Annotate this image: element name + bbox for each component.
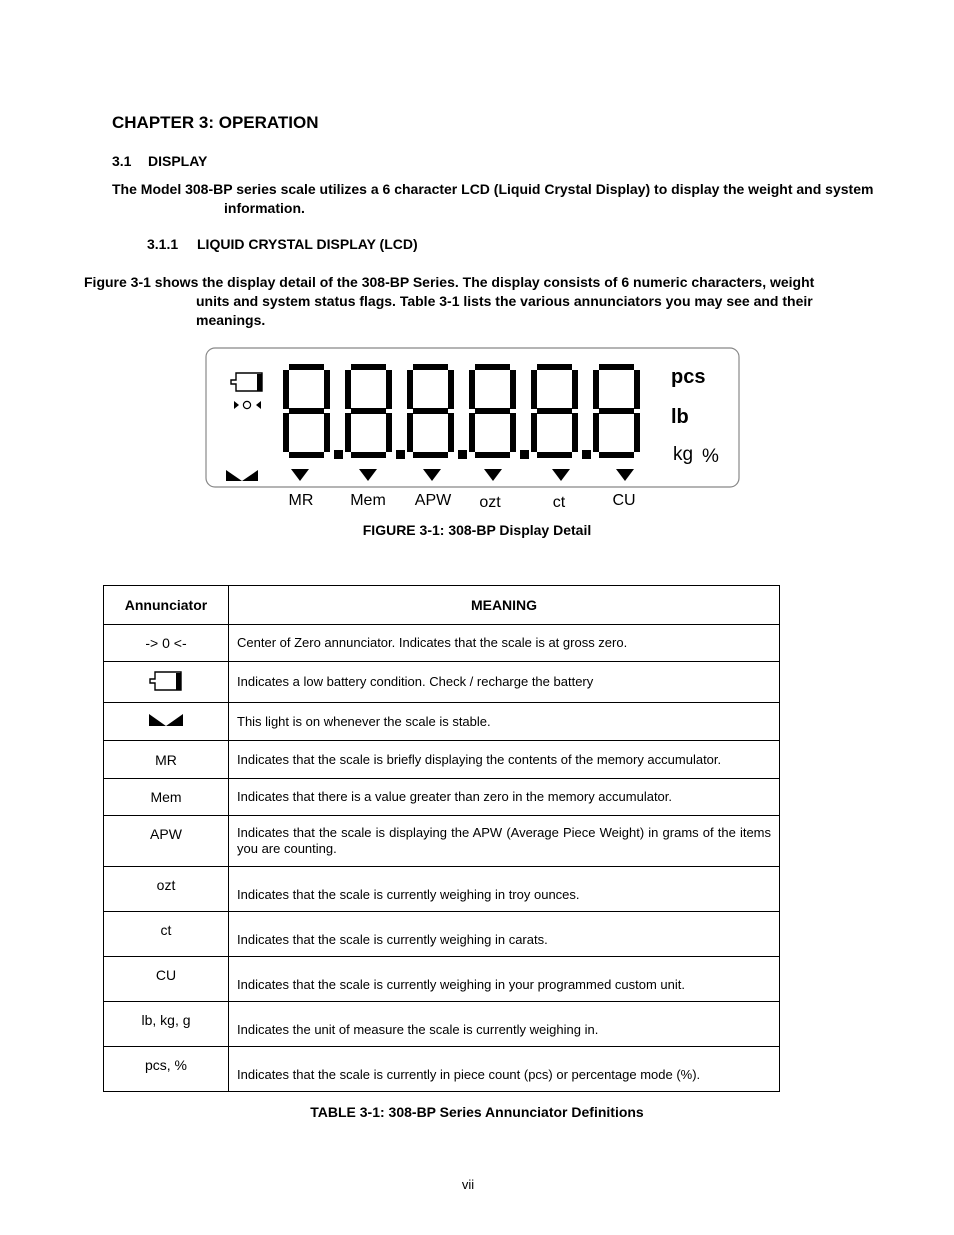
segment-g [537, 408, 572, 414]
header-meaning: MEANING [229, 586, 780, 625]
segment-g [351, 408, 386, 414]
indicator-arrow [552, 469, 570, 481]
segment-b [448, 370, 454, 409]
table-row [104, 1002, 780, 1047]
annunciator-table [103, 585, 780, 1092]
segment-b [386, 370, 392, 409]
subsection-title: LIQUID CRYSTAL DISPLAY (LCD) [197, 236, 418, 252]
header-annunciator: Annunciator [104, 586, 229, 625]
annunciator-cell: APW [104, 816, 229, 867]
segment-a [537, 364, 572, 370]
indicator-label: MR [288, 492, 314, 509]
annunciator-cell: ct [104, 912, 229, 957]
indicator-labels [289, 492, 636, 511]
decimal-point [458, 450, 467, 459]
table-header-row [104, 586, 780, 625]
segment-d [413, 452, 448, 458]
indicator-label: CU [612, 492, 636, 509]
table-row [104, 625, 780, 662]
display-description-paragraph: Figure 3-1 shows the display detail of the 308-BP Series. The display consists of 6 numeric characters, weight units and system status flags. Table 3-1 lists the various annunciators you may see and their meanings. [84, 274, 815, 328]
unit-lb: lb [671, 406, 689, 428]
decimal-point [582, 450, 591, 459]
meaning-cell: Center of Zero annunciator. Indicates that the scale is at gross zero. [229, 625, 780, 662]
segment-b [634, 370, 640, 409]
segment-e [345, 413, 351, 452]
figure-caption: FIGURE 3-1: 308-BP Display Detail [362, 522, 592, 538]
segment-d [537, 452, 572, 458]
page-number: vii [461, 1177, 475, 1192]
table-row [104, 1047, 780, 1092]
unit-pcs: pcs [671, 366, 706, 388]
segment-a [413, 364, 448, 370]
lcd-digit [345, 364, 392, 458]
lcd-digit [593, 364, 640, 458]
segment-a [599, 364, 634, 370]
annunciator-cell: -> 0 <- [104, 625, 229, 662]
segment-f [469, 370, 475, 409]
lcd-digit [531, 364, 578, 458]
decimal-point [334, 450, 343, 459]
meaning-cell: Indicates that the scale is currently weighing in your programmed custom unit. [229, 957, 780, 1002]
battery-icon [149, 671, 183, 691]
stable-icon [226, 470, 258, 481]
lcd-digit [283, 364, 330, 458]
indicator-label: APW [414, 492, 452, 509]
meaning-cell: This light is on whenever the scale is stable. [229, 703, 780, 741]
meaning-cell: Indicates a low battery condition. Check / recharge the battery [229, 662, 780, 703]
annunciator-cell: MR [104, 741, 229, 779]
annunciator-cell [104, 662, 229, 703]
indicator-arrows [291, 469, 634, 481]
table-row [104, 912, 780, 957]
table-caption: TABLE 3-1: 308-BP Series Annunciator Definitions [310, 1104, 644, 1120]
decimal-point [520, 450, 529, 459]
segment-a [475, 364, 510, 370]
segment-d [599, 452, 634, 458]
segment-f [593, 370, 599, 409]
segment-g [413, 408, 448, 414]
segment-e [283, 413, 289, 452]
table-row [104, 741, 780, 779]
meaning-cell: Indicates that the scale is currently weighing in troy ounces. [229, 867, 780, 912]
segment-g [475, 408, 510, 414]
table-row [104, 662, 780, 703]
segment-g [289, 408, 324, 414]
segment-b [324, 370, 330, 409]
segment-c [634, 413, 640, 452]
segment-c [572, 413, 578, 452]
segment-e [407, 413, 413, 452]
chapter-title: CHAPTER 3: OPERATION [112, 113, 319, 132]
segment-e [593, 413, 599, 452]
segment-c [324, 413, 330, 452]
segment-c [386, 413, 392, 452]
indicator-arrow [291, 469, 309, 481]
annunciator-cell: pcs, % [104, 1047, 229, 1092]
annunciator-cell: Mem [104, 779, 229, 816]
segment-e [531, 413, 537, 452]
annunciator-cell: CU [104, 957, 229, 1002]
lcd-display-figure [0, 0, 954, 520]
segment-c [510, 413, 516, 452]
meaning-cell: Indicates that the scale is briefly displaying the contents of the memory accumulator. [229, 741, 780, 779]
segment-d [475, 452, 510, 458]
segment-f [531, 370, 537, 409]
indicator-arrow [359, 469, 377, 481]
meaning-cell: Indicates that the scale is currently weighing in carats. [229, 912, 780, 957]
meaning-cell: Indicates the unit of measure the scale is currently weighing in. [229, 1002, 780, 1047]
segment-g [599, 408, 634, 414]
lcd-digit [407, 364, 454, 458]
indicator-label: ct [552, 494, 566, 511]
stable-icon [148, 713, 184, 727]
indicator-label: Mem [350, 492, 386, 509]
meaning-cell: Indicates that there is a value greater than zero in the memory accumulator. [229, 779, 780, 816]
lcd-digit [469, 364, 516, 458]
segment-f [283, 370, 289, 409]
unit-percent: % [702, 446, 719, 467]
segment-b [572, 370, 578, 409]
table-row [104, 867, 780, 912]
segment-b [510, 370, 516, 409]
section-number: 3.1 [112, 153, 132, 169]
segment-f [345, 370, 351, 409]
intro-paragraph: The Model 308-BP series scale utilizes a 6 character LCD (Liquid Crystal Display) to display the weight and system information. [112, 181, 874, 216]
annunciator-cell: ozt [104, 867, 229, 912]
decimal-point [396, 450, 405, 459]
unit-kg: kg [673, 444, 694, 465]
annunciator-cell: lb, kg, g [104, 1002, 229, 1047]
segment-c [448, 413, 454, 452]
indicator-arrow [616, 469, 634, 481]
segment-e [469, 413, 475, 452]
section-title: DISPLAY [148, 153, 208, 169]
segment-a [289, 364, 324, 370]
meaning-cell: Indicates that the scale is displaying the APW (Average Piece Weight) in grams of the items you are counting. [229, 816, 780, 867]
segment-d [351, 452, 386, 458]
table-row [104, 957, 780, 1002]
annunciator-cell [104, 703, 229, 741]
indicator-label: ozt [479, 494, 501, 511]
center-of-zero-icon [234, 401, 261, 409]
table-row [104, 779, 780, 816]
table-row [104, 816, 780, 867]
segment-d [289, 452, 324, 458]
indicator-arrow [484, 469, 502, 481]
table-row [104, 703, 780, 741]
battery-icon [231, 373, 262, 391]
segment-a [351, 364, 386, 370]
indicator-arrow [423, 469, 441, 481]
meaning-cell: Indicates that the scale is currently in piece count (pcs) or percentage mode (%). [229, 1047, 780, 1092]
segment-f [407, 370, 413, 409]
seven-segment-digits [283, 364, 640, 458]
subsection-number: 3.1.1 [147, 236, 179, 252]
